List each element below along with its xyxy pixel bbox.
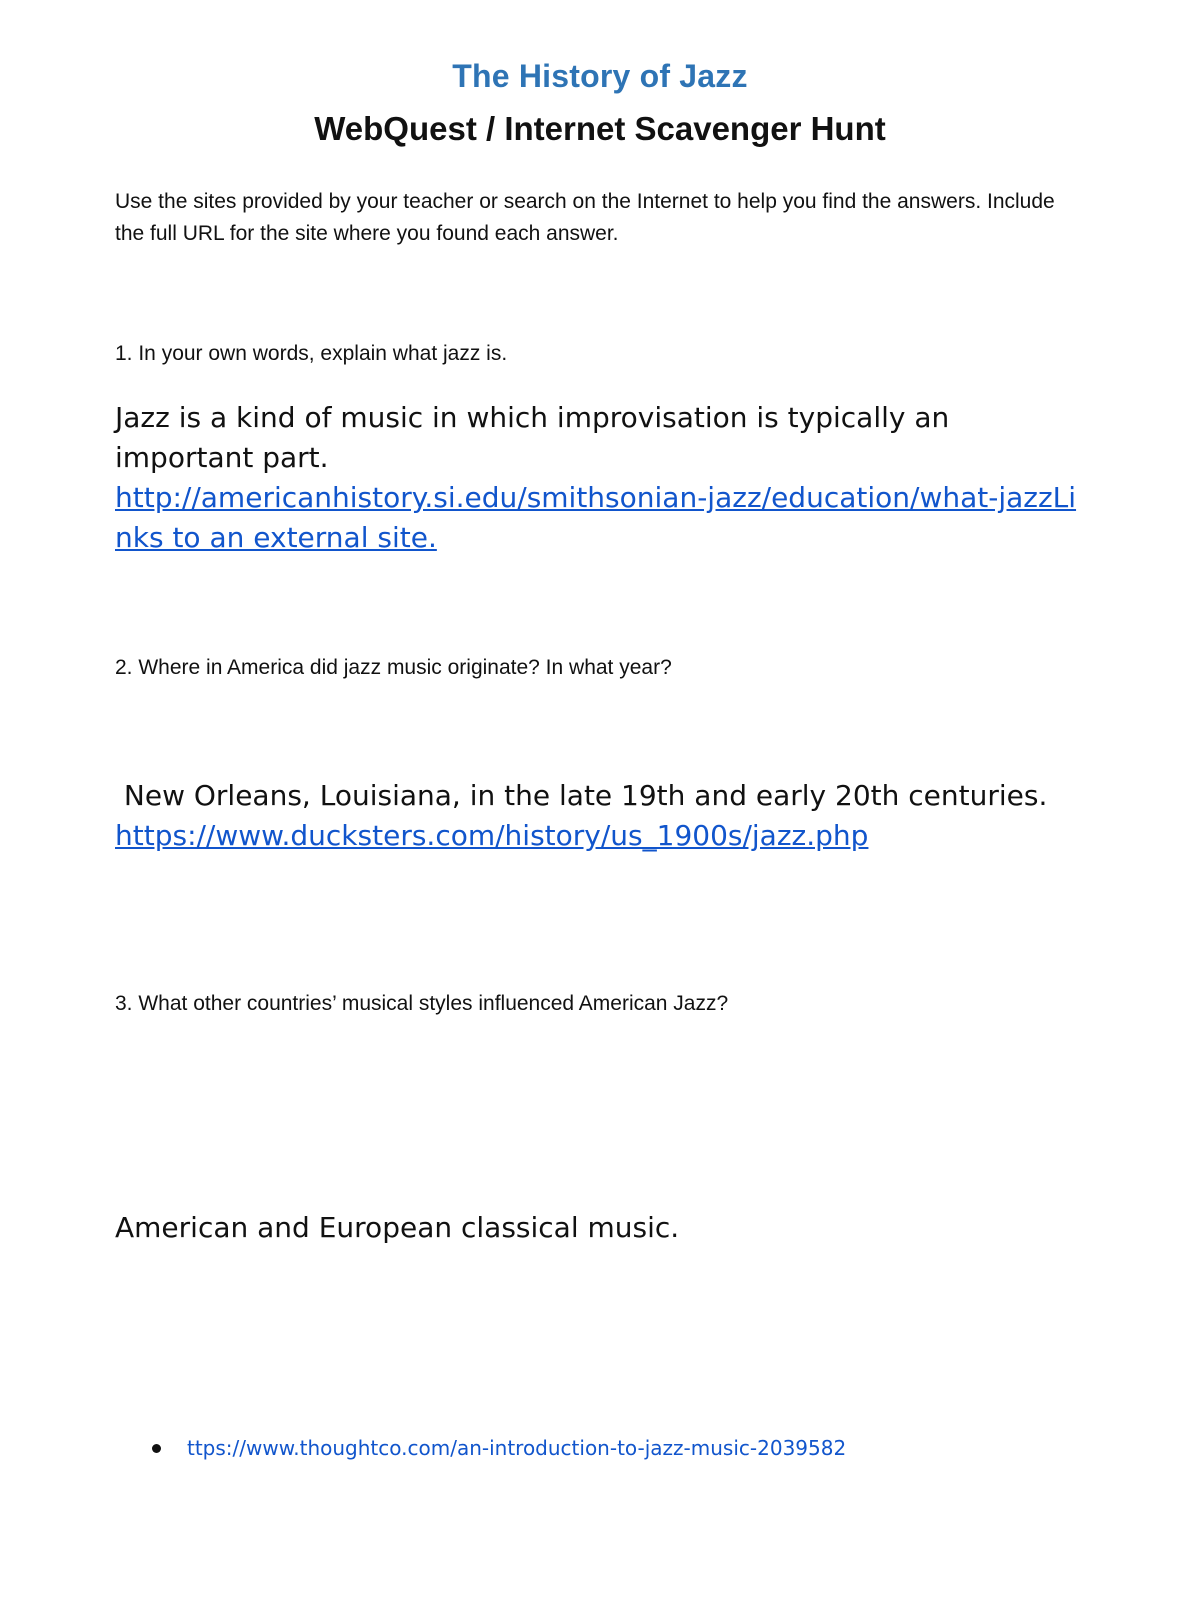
answer-1-text: Jazz is a kind of music in which improvisation is typically an important part.	[115, 401, 950, 474]
question-2: 2. Where in America did jazz music originate? In what year?	[115, 656, 672, 679]
answer-2-block	[115, 776, 1085, 856]
question-3: 3. What other countries’ musical styles influenced American Jazz?	[115, 992, 729, 1015]
intro-paragraph: Use the sites provided by your teacher or search on the Internet to help you find the answers. Include the full URL for the site where you found each answer.	[115, 190, 1055, 245]
answer-1-link[interactable]: http://americanhistory.si.edu/smithsonian-jazz/education/what-jazzLinks to an external site.	[115, 481, 1077, 554]
document-subtitle: WebQuest / Internet Scavenger Hunt	[314, 110, 886, 147]
bullet-icon	[152, 1444, 161, 1453]
question-1: 1. In your own words, explain what jazz is.	[115, 342, 508, 365]
document-title: The History of Jazz	[452, 58, 748, 94]
answer-3-link[interactable]: ttps://www.thoughtco.com/an-introduction-to-jazz-music-2039582	[187, 1436, 847, 1460]
answer-2-text: New Orleans, Louisiana, in the late 19th and early 20th centuries.	[115, 779, 1048, 812]
answer-3-bullet	[152, 1434, 846, 1462]
answer-2-link[interactable]: https://www.ducksters.com/history/us_1900s/jazz.php	[115, 819, 869, 852]
answer-3-text: American and European classical music.	[115, 1211, 680, 1244]
answer-1-block	[115, 398, 1085, 558]
